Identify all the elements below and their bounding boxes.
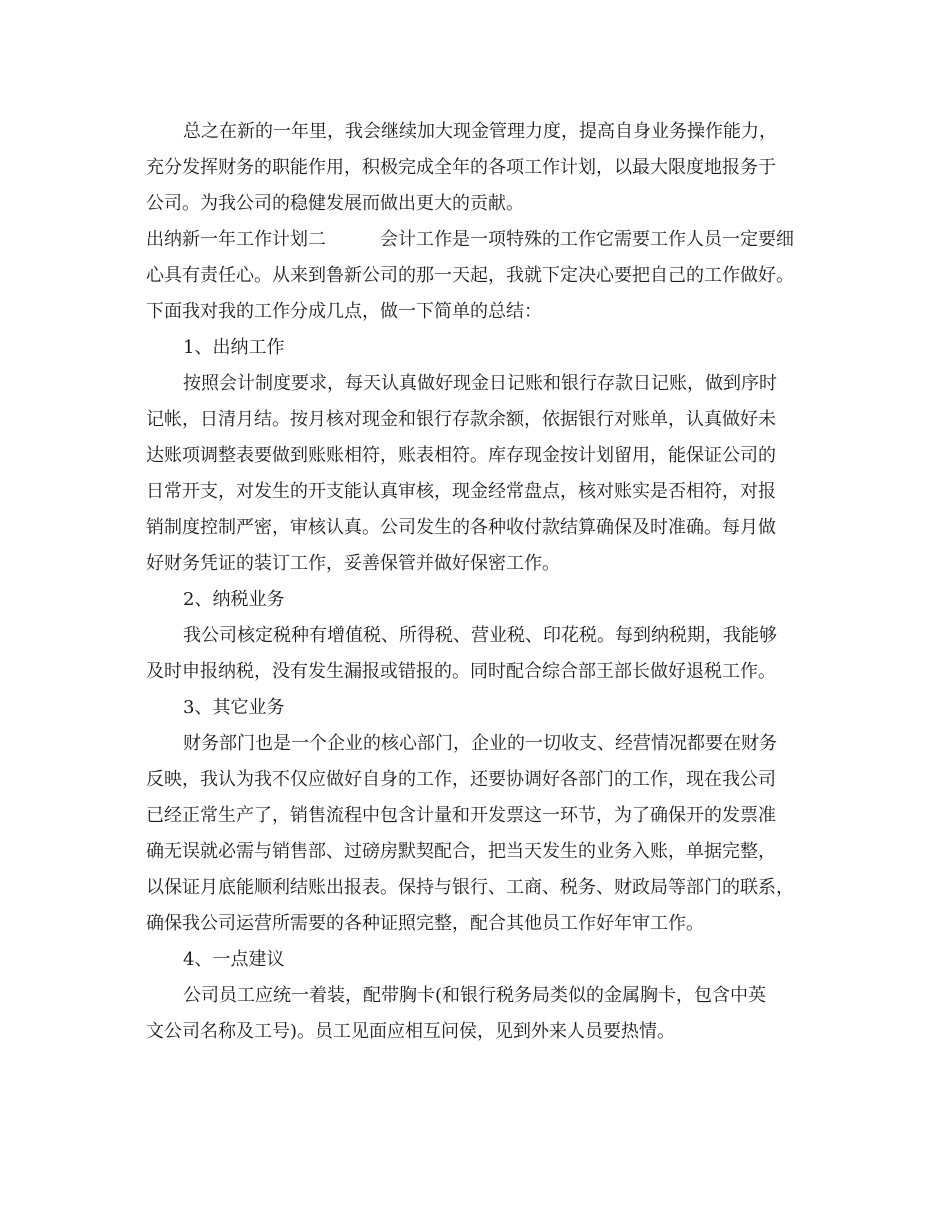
section-heading: 4、一点建议 [183, 949, 285, 970]
paragraph-line: 公司员工应统一着装，配带胸卡(和银行税务局类似的金属胸卡，包含中英 [183, 985, 767, 1006]
paragraph-line: 记帐，日清月结。按月核对现金和银行存款余额，依据银行对账单，认真做好未 [146, 409, 776, 430]
paragraph-line: 财务部门也是一个企业的核心部门，企业的一切收支、经营情况都要在财务 [183, 733, 777, 754]
paragraph-line: 已经正常生产了，销售流程中包含计量和开发票这一环节，为了确保开的发票准 [146, 805, 776, 826]
paragraph-line: 达账项调整表要做到账账相符，账表相符。库存现金按计划留用，能保证公司的 [146, 445, 776, 466]
paragraph-line: 文公司名称及工号)。员工见面应相互问侯，见到外来人员要热情。 [146, 1021, 676, 1042]
document-body [146, 114, 826, 1050]
paragraph-line: 确保我公司运营所需要的各种证照完整，配合其他员工作好年审工作。 [146, 913, 704, 934]
paragraph-line: 总之在新的一年里，我会继续加大现金管理力度，提高自身业务操作能力， [183, 121, 777, 142]
section-heading: 1、出纳工作 [183, 337, 285, 358]
paragraph-line: 反映，我认为我不仅应做好自身的工作，还要协调好各部门的工作，现在我公司 [146, 769, 776, 790]
paragraph-line: 充分发挥财务的职能作用，积极完成全年的各项工作计划，以最大限度地报务于 [146, 157, 776, 178]
paragraph-line: 心具有责任心。从来到鲁新公司的那一天起，我就下定决心要把自己的工作做好。 [146, 265, 794, 286]
paragraph-line: 以保证月底能顺利结账出报表。保持与银行、工商、税务、财政局等部门的联系， [146, 877, 794, 898]
paragraph-line: 销制度控制严密，审核认真。公司发生的各种收付款结算确保及时准确。每月做 [146, 517, 776, 538]
paragraph-line: 按照会计制度要求，每天认真做好现金日记账和银行存款日记账，做到序时 [183, 373, 777, 394]
paragraph-line: 下面我对我的工作分成几点，做一下简单的总结： [146, 301, 542, 322]
paragraph-line: 及时申报纳税，没有发生漏报或错报的。同时配合综合部王部长做好退税工作。 [146, 661, 776, 682]
paragraph-line: 确无误就必需与销售部、过磅房默契配合，把当天发生的业务入账，单据完整， [146, 841, 776, 862]
paragraph-line: 日常开支，对发生的开支能认真审核，现金经常盘点，核对账实是否相符，对报 [146, 481, 776, 502]
section-title-line: 出纳新一年工作计划二 会计工作是一项特殊的工作它需要工作人员一定要细 [146, 229, 794, 250]
section-heading: 2、纳税业务 [183, 589, 285, 610]
section-heading: 3、其它业务 [183, 697, 285, 718]
paragraph-line: 好财务凭证的装订工作，妥善保管并做好保密工作。 [146, 553, 560, 574]
paragraph-line: 公司。为我公司的稳健发展而做出更大的贡献。 [146, 193, 524, 214]
paragraph-line: 我公司核定税种有增值税、所得税、营业税、印花税。每到纳税期，我能够 [183, 625, 777, 646]
